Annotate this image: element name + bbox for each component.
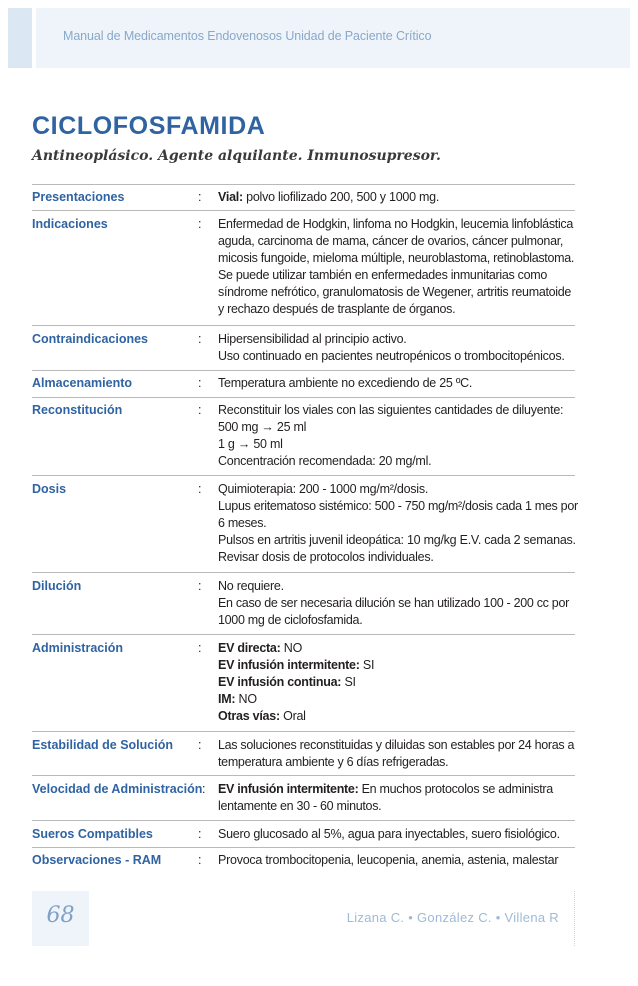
row-content	[218, 402, 580, 470]
velocidad-text: En muchos protocolos se administra lentamente en 30 - 60 minutos.	[218, 782, 553, 813]
vial-text: polvo liofilizado 200, 500 y 1000 mg.	[242, 190, 440, 204]
velocidad-bold: EV infusión intermitente:	[218, 782, 359, 796]
row-label: Sueros Compatibles	[32, 827, 153, 841]
row-label: Estabilidad de Solución	[32, 738, 173, 752]
row-label: Administración	[32, 641, 123, 655]
content-line: 1 g → 50 ml	[218, 437, 283, 451]
row-label: Velocidad de Administración	[32, 782, 203, 796]
row-label: Presentaciones	[32, 190, 125, 204]
divider	[32, 820, 575, 821]
row-colon: :	[198, 403, 202, 417]
row-colon: :	[198, 376, 202, 390]
route-label: EV infusión intermitente:	[218, 658, 360, 672]
content-line: En caso de ser necesaria dilución se han utilizado 100 - 200 cc por 1000 mg de ciclofosfamida.	[218, 596, 569, 627]
row-content	[218, 375, 580, 392]
row-colon: :	[198, 217, 202, 231]
divider	[32, 731, 575, 732]
drug-subtitle: Antineoplásico. Agente alquilante. Inmunosupresor.	[32, 148, 441, 164]
content-line: Temperatura ambiente no excediendo de 25 ºC.	[218, 376, 473, 390]
drug-title: CICLOFOSFAMIDA	[32, 112, 266, 140]
divider	[32, 397, 575, 398]
row-content: Las soluciones reconstituidas y diluidas son estables por 24 horas a temperatura ambiente y 6 días refrigeradas.	[218, 738, 575, 769]
row-content	[218, 578, 580, 629]
row-colon: :	[198, 579, 202, 593]
content-line: Lupus eritematoso sistémico: 500 - 750 mg/m²/dosis cada 1 mes por 6 meses.	[218, 499, 578, 530]
row-content	[218, 852, 580, 869]
divider	[32, 572, 575, 573]
route-label: IM:	[218, 692, 236, 706]
row-colon: :	[198, 853, 202, 867]
row-content: Enfermedad de Hodgkin, linfoma no Hodgkin, leucemia linfoblástica aguda, carcinoma de mama, cáncer de ovarios, cáncer pulmonar, micosis fungoide, mieloma múltiple, neuroblastoma, retinoblastoma. Se puede utilizar también en enfermedades inmunitarias como síndrome nefrótico, granulomatosis de Wegener, artritis reumatoide y rechazo después de trasplante de órganos.	[218, 217, 575, 316]
content-line: 500 mg → 25 ml	[218, 420, 307, 434]
content-line: Hipersensibilidad al principio activo.	[218, 332, 407, 346]
row-label: Dilución	[32, 579, 82, 593]
divider	[32, 847, 575, 848]
footer-divider	[574, 891, 575, 946]
route-value: Oral	[279, 709, 306, 723]
route-value: SI	[359, 658, 375, 672]
divider	[32, 634, 575, 635]
row-label: Indicaciones	[32, 217, 108, 231]
content-line: Quimioterapia: 200 - 1000 mg/m²/dosis.	[218, 482, 429, 496]
row-colon: :	[198, 641, 202, 655]
footer-authors: Lizana C. • González C. • Villena R	[346, 910, 559, 925]
row-label: Observaciones - RAM	[32, 853, 162, 867]
row-colon: :	[198, 332, 202, 346]
content-line: No requiere.	[218, 579, 284, 593]
header-title: Manual de Medicamentos Endovenosos Unidad de Paciente Crítico	[63, 29, 432, 43]
divider	[32, 210, 575, 211]
row-label: Contraindicaciones	[32, 332, 148, 346]
divider	[32, 325, 575, 326]
row-colon: :	[198, 482, 202, 496]
row-content	[218, 826, 580, 843]
row-content	[218, 781, 580, 815]
row-content	[218, 481, 580, 566]
content-line: Pulsos en artritis juvenil ideopática: 10 mg/kg E.V. cada 2 semanas.	[218, 533, 576, 547]
route-value: NO	[235, 692, 257, 706]
row-content	[218, 640, 580, 725]
row-content	[218, 331, 580, 365]
route-label: Otras vías:	[218, 709, 280, 723]
divider	[32, 475, 575, 476]
row-content	[218, 189, 580, 206]
row-colon: :	[202, 782, 206, 796]
route-label: EV directa:	[218, 641, 281, 655]
row-colon: :	[198, 738, 202, 752]
header-accent-block	[8, 8, 32, 68]
page-number: 68	[46, 903, 75, 928]
row-colon: :	[198, 190, 202, 204]
row-colon: :	[198, 827, 202, 841]
vial-label: Vial:	[218, 190, 243, 204]
route-value: SI	[341, 675, 356, 689]
content-line: Suero glucosado al 5%, agua para inyectables, suero fisiológico.	[218, 827, 560, 841]
route-label: EV infusión continua:	[218, 675, 342, 689]
content-line: Concentración recomendada: 20 mg/ml.	[218, 454, 432, 468]
row-label: Dosis	[32, 482, 67, 496]
content-line: Revisar dosis de protocolos individuales.	[218, 550, 434, 564]
content-line: Provoca trombocitopenia, leucopenia, anemia, astenia, malestar	[218, 853, 559, 867]
route-value: NO	[280, 641, 303, 655]
row-label: Almacenamiento	[32, 376, 133, 390]
divider	[32, 184, 575, 185]
content-line: Uso continuado en pacientes neutropénicos o trombocitopénicos.	[218, 349, 565, 363]
content-line: Reconstituir los viales con las siguientes cantidades de diluyente:	[218, 403, 564, 417]
divider	[32, 775, 575, 776]
divider	[32, 370, 575, 371]
row-label: Reconstitución	[32, 403, 123, 417]
